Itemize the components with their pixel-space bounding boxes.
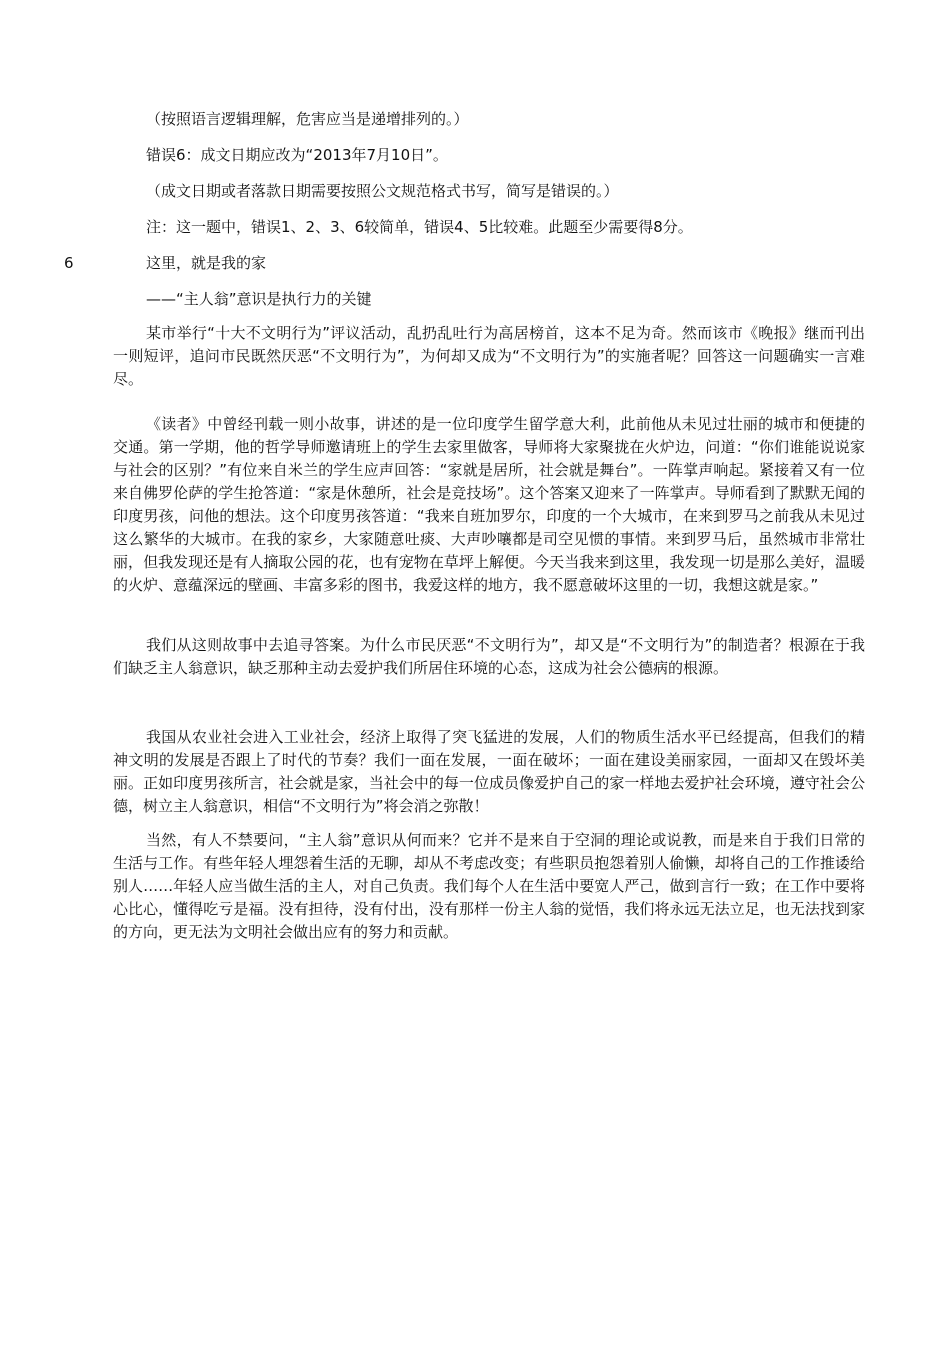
essay-paragraph-3: 我们从这则故事中去追寻答案。为什么市民厌恶“不文明行为”，却又是“不文明行为”的制造者？根源在于我们缺乏主人翁意识，缺乏那种主动去爱护我们所居住环境的心态，这成为社会公德病的根源。 [113, 636, 865, 677]
answer-note-line-2: 错误6：成文日期应改为“2013年7月10日”。 [146, 146, 448, 164]
answer-note-line-1: （按照语言逻辑理解，危害应当是递增排列的。） [146, 110, 469, 128]
essay-subtitle: ——“主人翁”意识是执行力的关键 [146, 290, 372, 308]
essay-title: 这里，就是我的家 [146, 254, 267, 272]
essay-paragraph-4: 我国从农业社会进入工业社会，经济上取得了突飞猛进的发展，人们的物质生活水平已经提高，但我们的精神文明的发展是否跟上了时代的节奏？我们一面在发展，一面在破坏；一面在建设美丽家园，一面却又在毁坏美丽。正如印度男孩所言，社会就是家，当社会中的每一位成员像爱护自己的家一样地去爱护社会环境，遵守社会公德，树立主人翁意识，相信“不文明行为”将会消之弥散！ [113, 728, 865, 815]
essay-paragraph-5: 当然，有人不禁要问，“主人翁”意识从何而来？它并不是来自于空洞的理论或说教，而是来自于我们日常的生活与工作。有些年轻人埋怨着生活的无聊，却从不考虑改变；有些职员抱怨着别人偷懒，却将自己的工作推诿给别人……年轻人应当做生活的主人，对自己负责。我们每个人在生活中要宽人严己，做到言行一致；在工作中要将心比心，懂得吃亏是福。没有担待，没有付出，没有那样一份主人翁的觉悟，我们将永远无法立足，也无法找到家的方向，更无法为文明社会做出应有的努力和贡献。 [113, 831, 865, 941]
essay-paragraph-2: 《读者》中曾经刊载一则小故事，讲述的是一位印度学生留学意大利，此前他从未见过壮丽的城市和便捷的交通。第一学期，他的哲学导师邀请班上的学生去家里做客，导师将大家聚拢在火炉边，问道：“你们谁能说说家与社会的区别？”有位来自米兰的学生应声回答：“家就是居所，社会就是舞台”。一阵掌声响起。紧接着又有一位来自佛罗伦萨的学生抢答道：“家是休憩所，社会是竞技场”。这个答案又迎来了一阵掌声。导师看到了默默无闻的印度男孩，问他的想法。这个印度男孩答道：“我来自班加罗尔，印度的一个大城市，在来到罗马之前我从未见过这么繁华的大城市。在我的家乡，大家随意吐痰、大声吵嚷都是司空见惯的事情。来到罗马后，虽然城市非常壮丽，但我发现还是有人摘取公园的花，也有宠物在草坪上解便。今天当我来到这里，我发现一切是那么美好，温暖的火炉、意蕴深远的壁画、丰富多彩的图书，我爱这样的地方，我不愿意破坏这里的一切，我想这就是家。” [113, 415, 865, 594]
answer-note-line-3: （成文日期或者落款日期需要按照公文规范格式书写，简写是错误的。） [146, 182, 619, 200]
essay-paragraph-1: 某市举行“十大不文明行为”评议活动，乱扔乱吐行为高居榜首，这本不足为奇。然而该市《晚报》继而刊出一则短评，追问市民既然厌恶“不文明行为”，为何却又成为“不文明行为”的实施者呢？回答这一问题确实一言难尽。 [113, 324, 865, 388]
question-number: 6 [64, 254, 74, 272]
answer-note-line-4: 注：这一题中，错误1、2、3、6较简单，错误4、5比较难。此题至少需要得8分。 [146, 218, 693, 236]
